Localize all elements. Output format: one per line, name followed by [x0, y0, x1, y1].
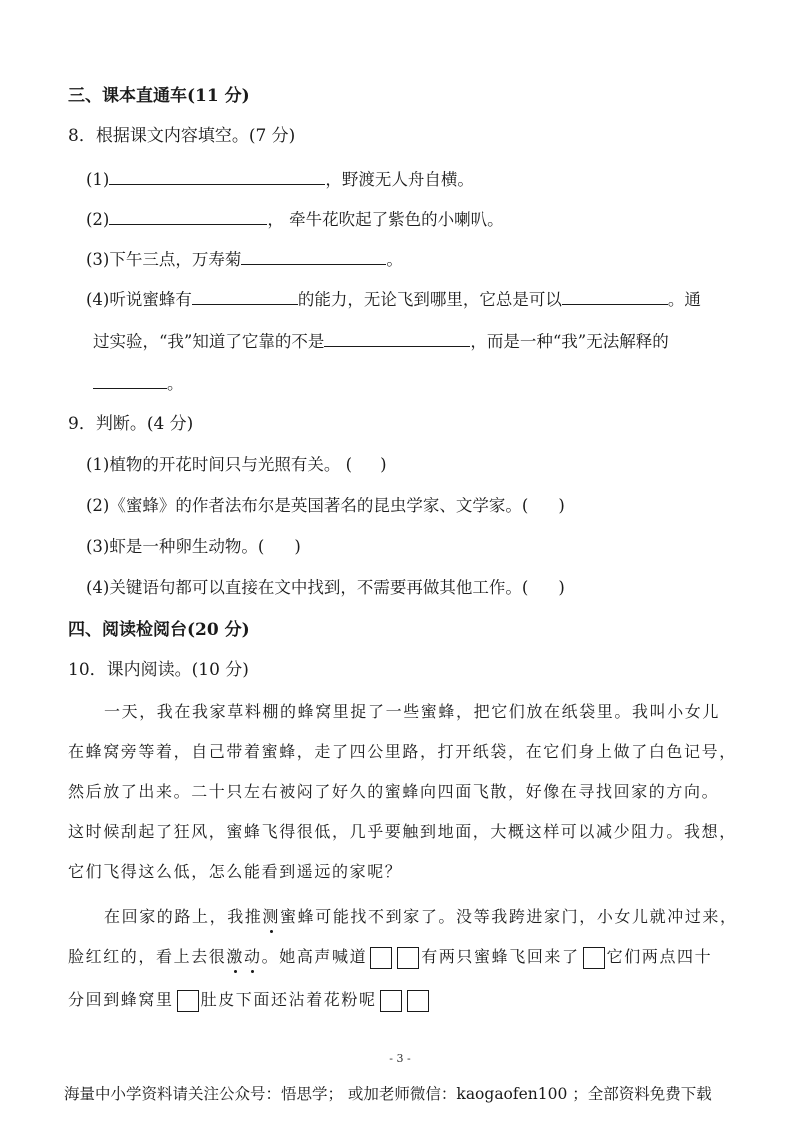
item-number: (2) — [86, 210, 110, 229]
item-text: 的能力，无论飞到哪里，它总是可以 — [297, 290, 562, 309]
question-8-title: 8．根据课文内容填空。(7 分) — [68, 126, 296, 146]
item-number: (1) — [86, 170, 110, 189]
item-text: ， 牵牛花吹起了紫色的小喇叭。 — [267, 210, 504, 229]
passage-line: 在蜂窝旁等着，自己带着蜜蜂，走了四公里路，打开纸袋，在它们身上做了白色记号， — [68, 742, 737, 761]
item-text: (4)关键语句都可以直接在文中找到，不需要再做其他工作。( — [86, 578, 529, 597]
punctuation-box[interactable] — [380, 990, 402, 1012]
answer-blank[interactable] — [324, 328, 470, 347]
section-title: 三、课本直通车(11 分) — [68, 86, 250, 106]
passage-text: 有两只蜜蜂飞回来了 — [421, 947, 580, 966]
passage-line — [104, 905, 738, 929]
answer-blank[interactable] — [192, 286, 298, 305]
section-title: 四、阅读检阅台(20 分) — [68, 620, 250, 640]
q8-item-2 — [86, 206, 504, 232]
passage-text: 脸红红的，看上去很 — [68, 947, 227, 966]
passage-text: 在回家的路上，我推 — [104, 907, 263, 926]
emphasis-char: 测 — [262, 907, 281, 926]
passage-line — [68, 988, 431, 1012]
q8-item-3 — [86, 246, 403, 272]
passage-line: 这时候刮起了狂风，蜜蜂飞得很低，几乎要触到地面，大概这样可以减少阻力。我想， — [68, 822, 737, 841]
passage-text: 肚皮下面还沾着花粉呢 — [200, 990, 377, 1009]
answer-blank[interactable] — [241, 246, 386, 265]
passage-text: 分回到蜂窝里 — [68, 990, 174, 1009]
q9-item-4 — [86, 576, 565, 600]
item-text: (1)植物的开花时间只与光照有关。 ( — [86, 455, 353, 474]
q9-item-3 — [86, 535, 301, 559]
page-number: - 3 - — [389, 1052, 411, 1065]
question-10-title: 10．课内阅读。(10 分) — [68, 660, 249, 680]
passage-line: 它们飞得这么低，怎么能看到遥远的家呢？ — [68, 862, 403, 881]
answer-blank[interactable] — [109, 166, 325, 185]
item-paren: ) — [558, 578, 565, 597]
passage-line — [68, 945, 712, 969]
q8-item-1 — [86, 166, 474, 192]
q8-item-4-line-1 — [86, 286, 701, 312]
answer-blank[interactable] — [562, 286, 668, 305]
item-number: (4) — [86, 290, 110, 309]
passage-line: 然后放了出来。二十只左右被闷了好久的蜜蜂向四面飞散，好像在寻找回家的方向。 — [68, 782, 720, 801]
punctuation-box[interactable] — [370, 947, 392, 969]
item-text: ，野渡无人舟自横。 — [325, 170, 474, 189]
q8-item-4-line-3 — [93, 370, 184, 396]
answer-blank[interactable] — [93, 370, 167, 389]
item-number: (3) — [86, 250, 110, 269]
punctuation-box[interactable] — [397, 947, 419, 969]
passage-text: 蜜蜂可能找不到家了。没等我跨进家门，小女儿就冲过来， — [280, 907, 738, 926]
emphasis-char: 激 — [226, 947, 245, 966]
item-text: 听说蜜蜂有 — [109, 290, 192, 309]
item-text: 。通 — [667, 290, 701, 309]
item-paren: ) — [558, 496, 565, 515]
punctuation-box[interactable] — [583, 947, 605, 969]
item-text: ，而是一种“我”无法解释的 — [470, 332, 669, 351]
emphasis-char: 动 — [244, 947, 262, 966]
q8-item-4-line-2 — [93, 328, 669, 354]
punctuation-box[interactable] — [407, 990, 429, 1012]
item-text: 。 — [386, 250, 403, 269]
item-paren: ) — [380, 455, 387, 474]
q9-item-1 — [86, 453, 387, 477]
item-text: (3)虾是一种卵生动物。( — [86, 537, 265, 556]
passage-text: 。她高声喊道 — [261, 947, 368, 966]
footer-note: 海量中小学资料请关注公众号：悟思学； 或加老师微信：kaogaofen100 ；全部资料免费下载 — [64, 1085, 712, 1103]
answer-blank[interactable] — [109, 206, 267, 225]
item-text: 下午三点，万寿菊 — [109, 250, 242, 269]
q9-item-2 — [86, 494, 565, 518]
passage-line: 一天，我在我家草料棚的蜂窝里捉了一些蜜蜂，把它们放在纸袋里。我叫小女儿 — [104, 702, 721, 721]
item-text: (2)《蜜蜂》的作者法布尔是英国著名的昆虫学家、文学家。( — [86, 496, 529, 515]
item-text: 过实验，“我”知道了它靠的不是 — [93, 332, 325, 351]
item-text: 。 — [167, 374, 184, 393]
item-paren: ) — [294, 537, 301, 556]
passage-text: 它们两点四十 — [606, 947, 713, 966]
question-9-title: 9．判断。(4 分) — [68, 414, 194, 434]
punctuation-box[interactable] — [177, 990, 199, 1012]
